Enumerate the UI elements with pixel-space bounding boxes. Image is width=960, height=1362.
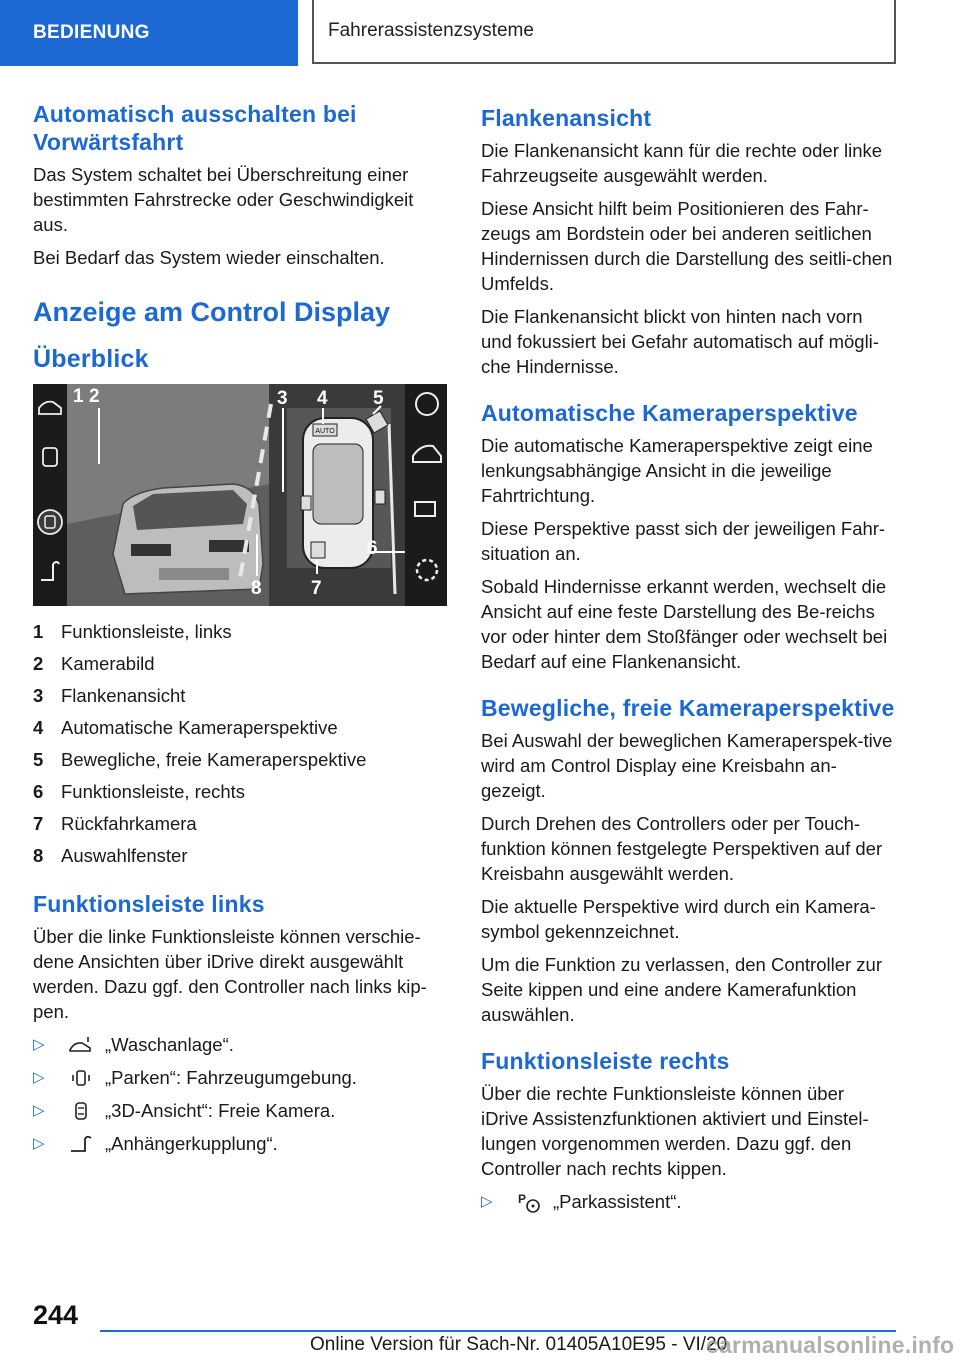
paragraph: Bei Auswahl der beweglichen Kameraperspek-tive wird am Control Display eine Kreisbahn an-gezeigt. [481,730,893,801]
paragraph: Diese Ansicht hilft beim Positionieren des Fahr-zeugs am Bordstein oder bei anderen seitlichen Hindernissen durch die Darstellung des seitli-chen Umfelds. [481,198,893,294]
paragraph: Über die linke Funktionsleiste können verschie-dene Ansichten über iDrive direkt ausgewählt werden. Dazu ggf. den Controller nach links kip-pen. [33,926,427,1022]
list-item: ▷ „Parken“: Fahrzeugumgebung. [33,1067,357,1088]
paragraph: Über die rechte Funktionsleiste können über iDrive Assistenzfunktionen aktiviert und Einstel-lungen vorgenommen werden. Dazu ggf. den Controller nach rechts kippen. [481,1083,869,1179]
legend-item: 5 Bewegliche, freie Kameraperspektive [33,749,367,770]
callout-7: 7 [311,578,322,599]
paragraph: Sobald Hindernisse erkannt werden, wechselt die Ansicht auf eine feste Darstellung des Be-reichs vor oder hinter dem Stoßfänger oder wechselt bei Bedarf auf eine Flankenansicht. [481,576,888,672]
watermark: carmanualsonline.info [706,1332,955,1358]
callout-5: 5 [373,388,384,409]
list-item: ▷ „3D-Ansicht“: Freie Kamera. [33,1100,336,1121]
chapter-title: Fahrerassistenzsysteme [312,0,896,64]
heading-side-view: Flankenansicht [481,105,652,131]
paragraph: Diese Perspektive passt sich der jeweiligen Fahr-situation an. [481,518,886,564]
paragraph: Die automatische Kameraperspektive zeigt eine lenkungsabhängige Ansicht in die jeweilige Fahrtrichtung. [481,435,873,506]
page-number: 244 [33,1300,79,1330]
heading-control-display: Anzeige am Control Display [33,297,391,327]
svg-text:P: P [518,1191,527,1206]
heading-toolbar-left: Funktionsleiste links [33,891,265,917]
heading-auto-off: Automatisch ausschalten bei Vorwärtsfahrt [33,101,357,155]
legend-item: 4 Automatische Kameraperspektive [33,717,338,738]
right-column [481,104,895,1222]
heading-overview: Überblick [33,345,149,373]
callout-4: 4 [317,388,328,409]
paragraph: Die Flankenansicht blickt von hinten nach vorn und fokussiert bei Gefahr automatisch auf mögli-che Hindernisse. [481,306,879,377]
paragraph: Bei Bedarf das System wieder einschalten. [33,247,385,268]
car-wash-icon [65,1036,97,1054]
legend-item: 1 Funktionsleiste, links [33,621,232,642]
paragraph: Die aktuelle Perspektive wird durch ein Kamera-symbol gekennzeichnet. [481,896,876,942]
heading-auto-perspective: Automatische Kameraperspektive [481,400,858,426]
paragraph: Die Flankenansicht kann für die rechte oder linke Fahrzeugseite ausgewählt werden. [481,140,883,186]
paragraph: Das System schaltet bei Überschreitung einer bestimmten Fahrstrecke oder Geschwindigkeit aus. [33,164,414,235]
online-version-text: Online Version für Sach-Nr. 01405A10E95 - VI/20 [310,1334,728,1355]
trailer-hitch-icon [65,1133,97,1155]
callout-3: 3 [277,388,288,409]
figure-legend [33,616,437,872]
left-column [33,100,437,1164]
legend-item: 3 Flankenansicht [33,685,186,706]
toolbar-left-list [33,1032,437,1156]
3d-view-icon [65,1100,97,1122]
section-tab: BEDIENUNG [0,0,298,66]
legend-item: 7 Rückfahrkamera [33,813,197,834]
paragraph: Um die Funktion zu verlassen, den Controller zur Seite kippen und eine andere Kamerafunktion auswählen. [481,954,883,1025]
park-assistant-icon [513,1191,545,1213]
auto-badge-text: AUTO [315,428,335,435]
paragraph: Durch Drehen des Controllers oder per Touch-funktion können festgelegte Perspektiven auf der Kreisbahn ausgewählt werden. [481,813,883,884]
callout-8: 8 [251,578,262,599]
heading-free-perspective: Bewegliche, freie Kameraperspektive [481,695,895,721]
callout-1: 1 [73,386,84,407]
legend-item: 8 Auswahlfenster [33,845,188,866]
parking-surroundings-icon [65,1067,97,1089]
camera-display-illustration [33,384,447,606]
list-item: ▷ P „Parkassistent“. [481,1191,682,1212]
heading-toolbar-right: Funktionsleiste rechts [481,1048,730,1074]
legend-item: 2 Kamerabild [33,653,155,674]
callout-2: 2 [89,386,100,407]
list-item: ▷ „Anhängerkupplung“. [33,1133,278,1154]
page-header [0,0,960,66]
camera-display-figure [33,384,447,606]
toolbar-right-list [481,1189,895,1214]
callout-6: 6 [367,538,378,559]
legend-item: 6 Funktionsleiste, rechts [33,781,246,802]
list-item: ▷ „Waschanlage“. [33,1034,234,1055]
